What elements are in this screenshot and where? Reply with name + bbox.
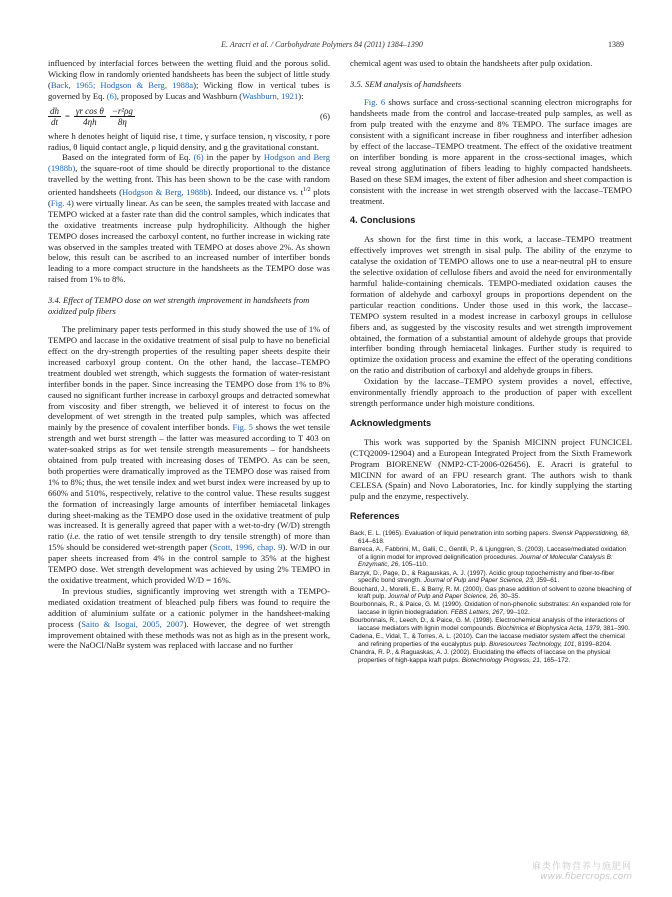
citation-link[interactable]: Hodgson & Berg, 1988b: [121, 187, 208, 198]
right-column: [350, 58, 632, 665]
figure-link[interactable]: Fig. 6: [364, 97, 386, 108]
citation-link[interactable]: Saito & Isogai, 2005, 2007: [81, 618, 184, 629]
eq-term-1: $\frac{\text{γr cos θ}}{4\eta h}$: [75, 105, 104, 127]
eq-term-2: $\frac{\text{−r²ρg}}{8\eta}$: [111, 105, 133, 127]
eq-lhs: $\frac{dh}{dt}$: [50, 105, 59, 127]
heading-references: References: [350, 511, 400, 522]
paragraph-wet-strength: The preliminary paper tests performed in this study showed the use of 1% of TEMPO and laccase in the oxidative treatment of sisal pulp to have no beneficial effect on the dry-strength properties of the resulting paper sheets despite their increased carboxyl group content. On the other hand, the laccase–TEMPO treatment doubled wet strength, which suggests the formation of water-resistant interfiber bonds in the paper. Since increasing the TEMPO dose from 1% to 8% caused no significant further increase in carboxyl groups and detracted somewhat from viscosity and fiber strength, we believed it of interest to focus on the development of wet strength in the treated pulp samples, which was affected mainly by the presence of covalent interfiber bonds. Fig. 5 shows the wet tensile strength and wet burst strength – the latter was measured according to T 403 on water-soaked strips as for wet tensile strength measurements – for handsheets obtained from pulp treated with increasing doses of TEMPO. As can be seen, both properties were dramatically improved as the TEMPO dose was raised from 1% to 8%; thus, the wet tensile index and wet burst index were increased by up to 660% and 510%, respectively, relative to the control value. These results suggest the formation of increasingly large amounts of interfiber hemiacetal linkages during sheet-making as the TEMPO dose used in the oxidative treatment of pulp was increased. It is generally agreed that paper with a wet-to-dry (W/D) strength ratio (i.e. the ratio of wet tensile strength to dry tensile strength) of more than 15% should be considered wet-strength paper (Scott, 1996, chap. 9). W/D in our paper sheets increased from 4% in the control sample to 35% at the highest TEMPO dose. Wet strength development was achieved by using 2% TEMPO in the oxidative treatment, which provided W/D = 16%.: [48, 324, 330, 586]
running-title: E. Aracri et al. / Carbohydrate Polymers 84 (2011) 1384–1390: [221, 40, 423, 49]
section-heading-3-5: 3.5. SEM analysis of handsheets: [350, 78, 462, 89]
equation-link[interactable]: (6): [193, 152, 204, 163]
running-header: [48, 40, 624, 52]
citation-link[interactable]: Washburn, 1921: [242, 90, 299, 101]
heading-acknowledgments: Acknowledgments: [350, 417, 432, 428]
figure-link[interactable]: Fig. 4: [50, 197, 71, 208]
paragraph-conclusions-2: Oxidation by the laccase–TEMPO system provides a novel, effective, environmentally friendly approach to the production of paper with excellent strength performance under high moisture conditions.: [350, 376, 632, 408]
paragraph-wicking: influenced by interfacial forces between the wetting fluid and the porous solid. Wicking flow in randomly oriented handsheets has been the subject of little study (Back, 1965; Hodgson & Berg, 1988a); Wicking flow in vertical tubes is governed by Eq. (6), proposed by Lucas and Washburn (Washburn, 1921):: [48, 58, 330, 101]
paragraph-integrated-form: Based on the integrated form of Eq. (6) in the paper by Hodgson and Berg (1988b), the square-root of time should be directly proportional to the distance travelled by the wetting front. This has been shown to be the case with random oriented handsheets (Hodgson & Berg, 1988b). Indeed, our distance vs. $t^{1/2}$ plots (Fig. 4) were virtually linear. As can be seen, the samples treated with laccase and TEMPO wicked at a faster rate than did the control samples, which indicates that the oxidative treatments increase pulp hydrophilicity. Although the higher TEMPO doses increased the carboxyl content, no further increase in wicking rate was observed in the samples treated with TEMPO at doses above 2%. As shown below, this result can be ascribed to an increased number of interfiber bonds leading to a more compact structure in the handsheets as the TEMPO dose was raised from 1% to 8%.: [48, 152, 330, 285]
citation-link[interactable]: Hodgson and Berg (1988b): [48, 152, 330, 174]
reference-item: Bouchard, J., Morelli, E., & Berry, R. M. (2000). Gas phase addition of solvent to ozone bleaching of kraft pulp. Journal of Pulp and Paper Science, 26, 30–35.: [350, 585, 632, 601]
paragraph-variables: where h denotes height of liquid rise, t time, γ surface tension, η viscosity, r pore radius, θ liquid contact angle, ρ liquid density, and g the gravitational constant.: [48, 130, 330, 152]
reference-item: Back, E. L. (1965). Evaluation of liquid penetration into sorbing papers. Svensk Papperstidning, 68, 614–618.: [350, 530, 630, 545]
paragraph-continued: chemical agent was used to obtain the handsheets after pulp oxidation.: [350, 58, 593, 68]
citation-link[interactable]: Back, 1965; Hodgson & Berg, 1988a: [50, 79, 194, 90]
citation-link[interactable]: Scott, 1996, chap. 9: [212, 542, 283, 553]
reference-item: Cadena, E., Vidal, T., & Torres, A. L. (2010). Can the laccase mediator system affect the chemical and refining properties of the eucalyptus pulp. Bioresources Technology, 101, 8199–8204.: [350, 633, 625, 648]
reference-item: Barzyk, D., Page, D., & Ragauskas, A. J. (1997). Acidic group topochemistry and fiber-to-fiber specific bond strength. Journal of Pulp and Paper Science, 23, J59–61.: [350, 569, 615, 585]
site-watermark: [462, 862, 632, 882]
reference-item: Barreca, A., Fabbrini, M., Galli, C., Gentili, P., & Ljunggren, S. (2003). Laccase/mediated oxidation of a lignin model for improved delignification procedures. Journal of Molecular Catalysis B: Enzymatic, 26, 105–110.: [350, 546, 627, 569]
section-heading-conclusions: 4. Conclusions: [350, 215, 416, 226]
watermark-url: www.fibercrops.com: [540, 872, 632, 882]
equation-number: (6): [319, 110, 330, 121]
paragraph-acknowledgments: This work was supported by the Spanish MICINN project FUNCICEL (CTQ2009-12904) and a European Integrated Project from the Sixth Framework Program BIORENEW (NMP2-CT-2006-026456). E. Aracri is grateful to MICINN for award of an FPU research grant. The authors wish to thank CELESA (Spain) and Novo Laboratories, Inc. for kindly supplying the starting pulp and the enzyme, respectively.: [350, 436, 632, 502]
watermark-text: 麻类作物营养与施肥网: [531, 862, 632, 872]
section-heading-3-4: 3.4. Effect of TEMPO dose on wet strength improvement in handsheets from oxidized pulp fibers: [48, 295, 310, 316]
figure-link[interactable]: Fig. 5: [232, 422, 253, 433]
paragraph-conclusions: As shown for the first time in this work, a laccase–TEMPO treatment effectively improves wet strength in sisal pulp. The ability of the enzyme to catalyse the oxidation of TEMPO allows one to use a near-neutral pH to ensure the selective oxidation of cellulose fibers and avoid the need for environmentally harmful halide-containing chemicals. TEMPO-mediated oxidation causes the formation of aldehyde and carboxyl groups in proportions dependent on the particular reaction conditions. Under those used in this work, the laccase–TEMPO system resulted in a modest increase in carboxyl groups in cellulose fibers and, as suggested by the viscosity results and wet strength improvement obtained, the formation of a substantial amount of aldehyde groups that provide interfiber bonding through hemiacetal linkages. Further study is required to optimize the oxidation process and examine the effect of the operating conditions on the ratio and distribution of carboxyl and aldehyde groups in fibers.: [350, 234, 632, 376]
reference-item: Bourbonnais, R., Leech, D., & Paice, G. M. (1998). Electrochemical analysis of the interactions of laccase mediators with lignin model compounds. Biochimica et Biophysica Acta, 1379, 381–390.: [350, 617, 630, 633]
reference-list: [350, 530, 632, 664]
equation-6: $\frac{dh}{dt}$ = $\frac{\text{γr cos θ}}{4\eta h}$ $\frac{\text{−r²ρg}}{8\eta}$ (6): [50, 105, 330, 127]
left-column: [48, 58, 330, 651]
reference-item: Bourbonnais, R., & Paice, G. M. (1990). Oxidation of non-phenolic substrates: An expanded role for laccase in lignin biodegradation. FEBS Letters, 267, 99–102.: [350, 601, 631, 617]
page-number: 1389: [608, 40, 624, 49]
reference-item: Chandra, R. P., & Raguaskas, A. J. (2002). Elucidating the effects of laccase on the physical properties of high-kappa kraft pulps. Biotechnology Progress, 21, 165–172.: [350, 649, 611, 664]
paragraph-previous-studies: In previous studies, significantly improving wet strength with a TEMPO-mediated oxidation treatment of bleached pulp fibers was found to require the addition of aluminium sulfate or a cationic polymer in the handsheet-making process (Saito & Isogai, 2005, 2007). However, the degree of wet strength improvement obtained with these methods was not as high as in the present work, were the NaOCl/NaBr system was replaced with laccase and no further: [48, 585, 330, 651]
equation-link[interactable]: (6): [106, 90, 117, 101]
paragraph-sem: Fig. 6 shows surface and cross-sectional scanning electron micrographs for handsheets made from the control and laccase-treated pulp samples, as well as from pulp treated with the enzyme and 8% TEMPO. The surface images are consistent with a significant increase in fiber roughness and interfiber adhesion by effect of the laccase–TEMPO treatment. The effect of the oxidative treatment on interfiber bonding is more apparent in the cross-sectional images, which reveal strong agglutination of fibers leading to highly compacted handsheets. Based on these SEM images, the extent of fiber adhesion and sheet compaction is consistent with the increase in wet strength observed with the laccase–TEMPO treatment.: [350, 97, 632, 206]
